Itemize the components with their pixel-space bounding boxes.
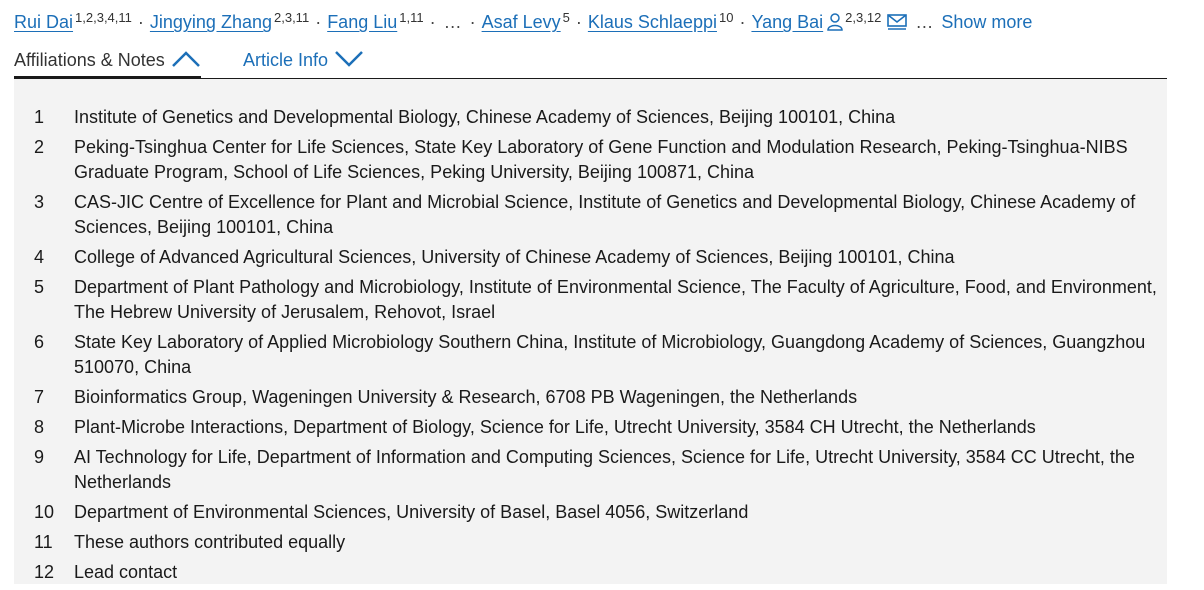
affiliation-item: [14, 105, 1159, 130]
ellipsis: …: [443, 12, 462, 32]
tab-label: Affiliations & Notes: [14, 50, 165, 70]
tab-affiliations-notes[interactable]: [14, 42, 201, 79]
author-sup: 5: [562, 10, 570, 25]
separator: ·: [315, 12, 322, 32]
affiliation-number: 1: [34, 107, 45, 127]
mail-icon[interactable]: [887, 14, 907, 30]
affiliation-item: [14, 135, 1159, 185]
ellipsis: …: [915, 12, 934, 32]
author-sup: 1,2,3,4,11: [75, 10, 132, 25]
affiliation-number: 2: [34, 137, 45, 157]
affiliation-item: [14, 275, 1159, 325]
tab-label: Article Info: [243, 50, 329, 70]
author-link-klaus-schlaeppi[interactable]: Klaus Schlaeppi: [587, 12, 717, 32]
affiliations-panel: [14, 79, 1167, 584]
affiliation-number: 11: [34, 532, 53, 552]
separator: ·: [429, 12, 436, 32]
affiliation-item: [14, 190, 1159, 240]
affiliation-list: [14, 105, 1159, 590]
author-link-jingying-zhang[interactable]: Jingying Zhang: [149, 12, 272, 32]
author-sup: 2,3,12: [845, 10, 882, 25]
affiliation-text: Lead contact: [74, 562, 178, 582]
tab-article-info[interactable]: [243, 42, 364, 78]
author-sup: 1,11: [399, 10, 424, 25]
affiliation-text: Peking-Tsinghua Center for Life Sciences, State Key Laboratory of Gene Function and Modulation Research, Peking-Tsinghua-NIBS Graduate Program, School of Life Sciences, Peking University, Beijing 100871, China: [74, 137, 1128, 182]
affiliation-number: 4: [34, 247, 45, 267]
affiliation-number: 12: [34, 562, 55, 582]
author-link-fang-liu[interactable]: Fang Liu: [327, 12, 398, 32]
affiliation-item: [14, 560, 1159, 585]
affiliation-text: State Key Laboratory of Applied Microbiology Southern China, Institute of Microbiology, Guangdong Academy of Sciences, Guangzhou 510070, China: [74, 332, 1146, 377]
affiliation-item: [14, 445, 1159, 495]
affiliation-text: Plant-Microbe Interactions, Department of Biology, Science for Life, Utrecht University, 3584 CH Utrecht, the Netherlands: [74, 417, 1036, 437]
author-link-yang-bai[interactable]: Yang Bai: [751, 12, 824, 32]
tab-bar: [14, 42, 1167, 79]
chevron-down-icon: [334, 49, 364, 69]
affiliation-text: These authors contributed equally: [74, 532, 346, 552]
author-sup: 10: [718, 10, 734, 25]
separator: ·: [739, 12, 746, 32]
affiliation-item: [14, 330, 1159, 380]
affiliation-number: 7: [34, 387, 45, 407]
affiliation-text: Department of Environmental Sciences, University of Basel, Basel 4056, Switzerland: [74, 502, 749, 522]
separator: ·: [575, 12, 582, 32]
chevron-up-icon: [171, 49, 201, 69]
affiliation-text: Institute of Genetics and Developmental Biology, Chinese Academy of Sciences, Beijing 100101, China: [74, 107, 896, 127]
affiliation-number: 5: [34, 277, 45, 297]
author-list: [14, 4, 1032, 36]
affiliation-item: [14, 415, 1159, 440]
author-link-asaf-levy[interactable]: Asaf Levy: [481, 12, 561, 32]
affiliation-text: Bioinformatics Group, Wageningen University & Research, 6708 PB Wageningen, the Netherlands: [74, 387, 858, 407]
affiliation-item: [14, 245, 1159, 270]
affiliation-text: AI Technology for Life, Department of Information and Computing Sciences, Science for Life, Utrecht University, 3584 CC Utrecht, the Netherlands: [74, 447, 1135, 492]
author-link-rui-dai[interactable]: Rui Dai: [14, 12, 74, 32]
separator: ·: [469, 12, 476, 32]
affiliation-item: [14, 385, 1159, 410]
affiliation-text: CAS-JIC Centre of Excellence for Plant and Microbial Science, Institute of Genetics and Developmental Biology, Chinese Academy of Sciences, Beijing 100101, China: [74, 192, 1136, 237]
show-more-link[interactable]: Show more: [941, 12, 1033, 32]
affiliation-number: 3: [34, 192, 45, 212]
affiliation-number: 8: [34, 417, 45, 437]
affiliation-item: [14, 500, 1159, 525]
affiliation-text: College of Advanced Agricultural Sciences, University of Chinese Academy of Sciences, Beijing 100101, China: [74, 247, 955, 267]
affiliation-item: [14, 530, 1159, 555]
affiliation-number: 6: [34, 332, 45, 352]
author-sup: 2,3,11: [274, 10, 310, 25]
affiliation-number: 10: [34, 502, 55, 522]
affiliation-text: Department of Plant Pathology and Microbiology, Institute of Environmental Science, The Faculty of Agriculture, Food, and Environment, The Hebrew University of Jerusalem, Rehovot, Israel: [74, 277, 1157, 322]
affiliation-number: 9: [34, 447, 45, 467]
separator: ·: [137, 12, 144, 32]
person-icon: [827, 13, 843, 31]
